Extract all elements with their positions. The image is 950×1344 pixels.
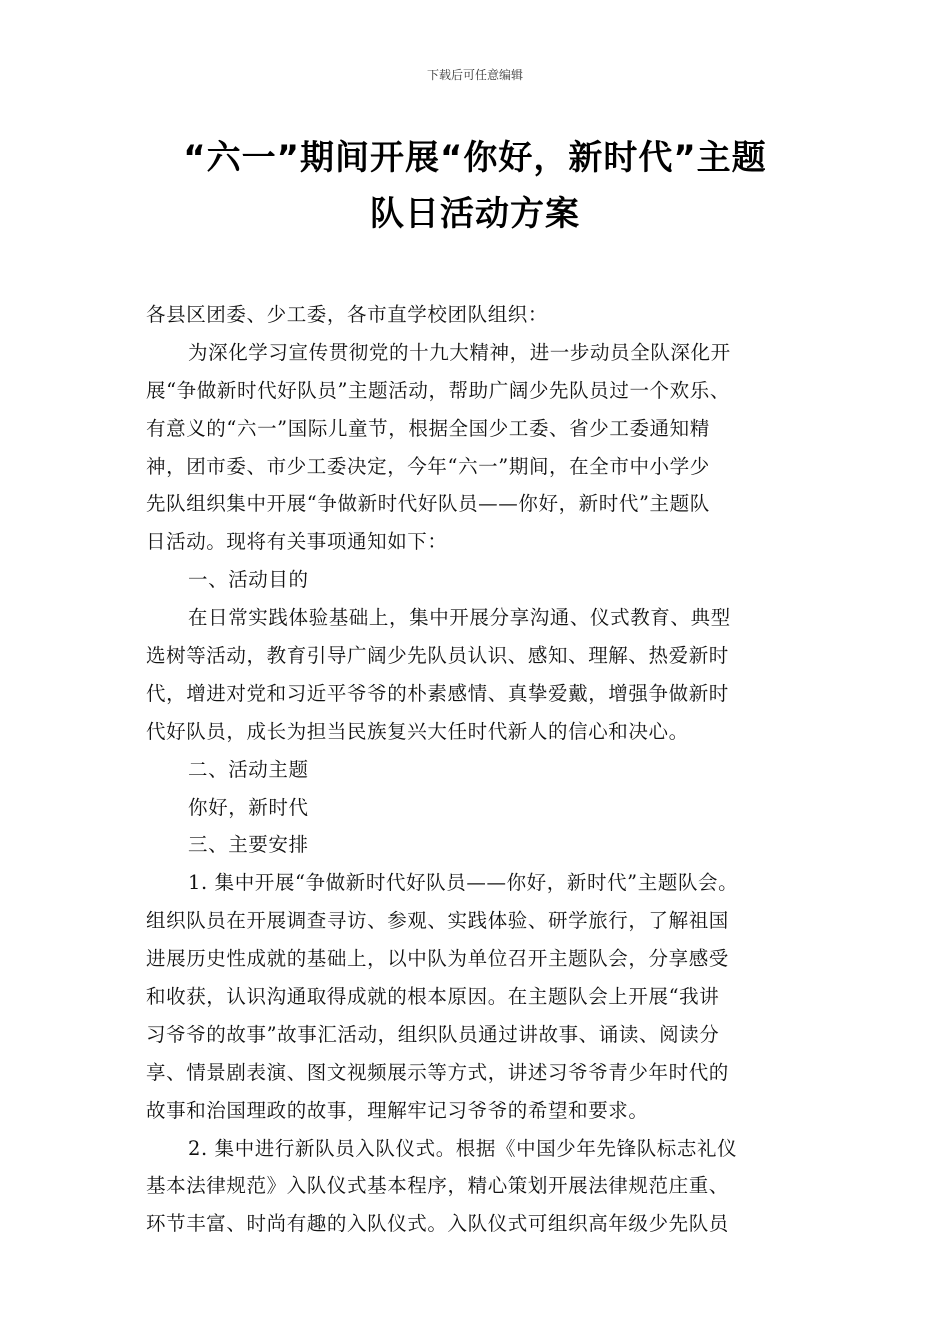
body-line: 1. 集中开展“争做新时代好队员——你好，新时代”主题队会。: [188, 871, 739, 895]
body-line: 环节丰富、时尚有趣的入队仪式。入队仪式可组织高年级少先队员: [146, 1212, 729, 1236]
body-line: 为深化学习宣传贯彻党的十九大精神，进一步动员全队深化开: [188, 340, 731, 364]
body-line: 日活动。现将有关事项通知如下：: [146, 530, 448, 554]
body-line: 展“争做新时代好队员”主题活动，帮助广阔少先队员过一个欢乐、: [146, 378, 730, 402]
body-line: 故事和治国理政的故事，理解牢记习爷爷的希望和要求。: [146, 1098, 649, 1122]
body-line: 神，团市委、市少工委决定，今年“六一”期间，在全市中小学少: [146, 454, 710, 478]
body-line: 代好队员，成长为担当民族复兴大任时代新人的信心和决心。: [146, 719, 689, 743]
body-line: 你好，新时代: [188, 795, 309, 819]
body-line: 享、情景剧表演、图文视频展示等方式，讲述习爷爷青少年时代的: [146, 1060, 729, 1084]
body-line: 代，增进对党和习近平爷爷的朴素感情、真挚爱戴，增强争做新时: [146, 681, 729, 705]
body-line: 2. 集中进行新队员入队仪式。根据《中国少年先锋队标志礼仪: [188, 1136, 738, 1160]
body-line: 基本法律规范》入队仪式基本程序，精心策划开展法律规范庄重、: [146, 1174, 729, 1198]
body-line: 二、活动主题: [188, 757, 309, 781]
body-line: 选树等活动，教育引导广阔少先队员认识、感知、理解、热爱新时: [146, 644, 729, 668]
document-title-line-1: “六一”期间开展“你好，新时代”主题: [183, 138, 767, 178]
body-line: 一、活动目的: [188, 568, 309, 592]
body-line: 组织队员在开展调查寻访、参观、实践体验、研学旅行，了解祖国: [146, 909, 729, 933]
body-line: 有意义的“六一”国际儿童节，根据全国少工委、省少工委通知精: [146, 416, 710, 440]
page-header-note: 下载后可任意编辑: [426, 68, 523, 82]
body-line: 先队组织集中开展“争做新时代好队员——你好，新时代”主题队: [146, 492, 710, 516]
body-line: 进展历史性成就的基础上，以中队为单位召开主题队会，分享感受: [146, 947, 729, 971]
body-line: 习爷爷的故事”故事汇活动，组织队员通过讲故事、诵读、阅读分: [146, 1022, 720, 1046]
body-line: 三、主要安排: [188, 833, 309, 857]
body-line: 各县区团委、少工委，各市直学校团队组织：: [146, 303, 549, 326]
body-line: 和收获，认识沟通取得成就的根本原因。在主题队会上开展“我讲: [146, 985, 720, 1009]
document-body: [146, 296, 816, 1243]
document-title-line-2: 队日活动方案: [370, 194, 580, 234]
body-line: 在日常实践体验基础上，集中开展分享沟通、仪式教育、典型: [188, 606, 731, 630]
